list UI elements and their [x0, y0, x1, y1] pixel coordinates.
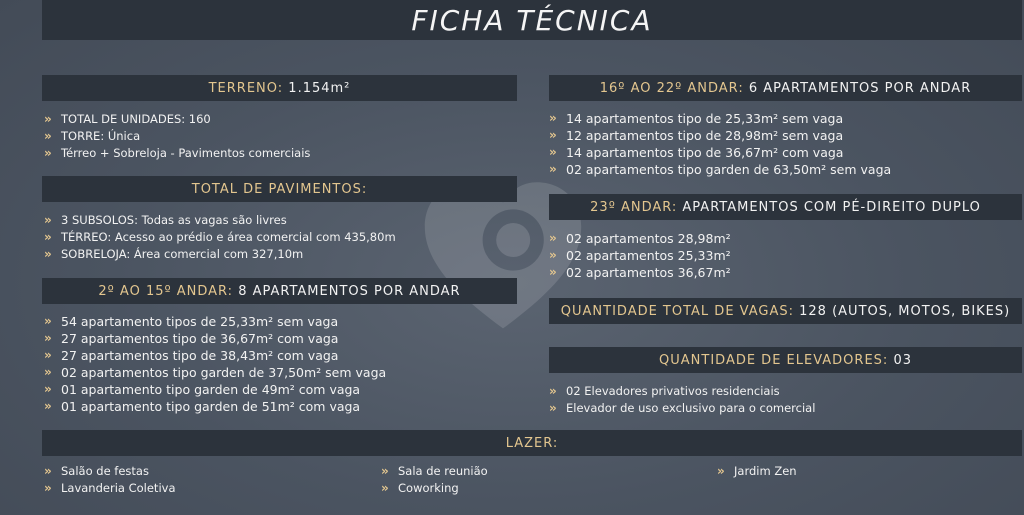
andar-16-22-label: 16º AO 22º ANDAR: — [599, 80, 744, 96]
lazer-col-3 — [717, 463, 797, 480]
list-item: » 02 apartamentos tipo garden de 37,50m² sem vaga — [44, 365, 387, 380]
chevron-double-right-icon: » — [717, 464, 725, 478]
elevadores-header — [549, 347, 1022, 373]
chevron-double-right-icon: » — [381, 481, 389, 495]
chevron-double-right-icon: » — [549, 248, 557, 262]
chevron-double-right-icon: » — [549, 265, 557, 279]
list-item: » 14 apartamentos tipo de 36,67m² com vaga — [549, 145, 844, 160]
chevron-double-right-icon: » — [549, 162, 557, 176]
chevron-double-right-icon: » — [381, 464, 389, 478]
pavimentos-list — [44, 212, 396, 263]
list-item: » Coworking — [381, 481, 459, 495]
chevron-double-right-icon: » — [44, 230, 52, 244]
list-item: » Elevador de uso exclusivo para o comercial — [549, 401, 816, 415]
chevron-double-right-icon: » — [44, 464, 52, 478]
list-item: » 54 apartamento tipos de 25,33m² sem vaga — [44, 314, 339, 329]
list-item: » 02 apartamentos 36,67m² — [549, 265, 731, 280]
pavimentos-header — [42, 176, 517, 202]
andar-23-list — [549, 230, 731, 281]
chevron-double-right-icon: » — [44, 314, 52, 328]
elevadores-label: QUANTIDADE DE ELEVADORES: — [659, 352, 889, 368]
list-item: » 12 apartamentos tipo de 28,98m² sem vaga — [549, 128, 844, 143]
list-item: » 02 apartamentos 25,33m² — [549, 248, 731, 263]
list-item: » Lavanderia Coletiva — [44, 481, 176, 495]
lazer-col-1 — [44, 463, 176, 497]
chevron-double-right-icon: » — [44, 247, 52, 261]
andar-23-header — [549, 194, 1022, 220]
andar-23-label: 23º ANDAR: — [590, 199, 678, 215]
list-item: » 27 apartamentos tipo de 36,67m² com vaga — [44, 331, 339, 346]
terreno-label: TERRENO: — [208, 80, 284, 96]
list-item: » SOBRELOJA: Área comercial com 327,10m — [44, 247, 304, 261]
chevron-double-right-icon: » — [549, 128, 557, 142]
terreno-value: 1.154m² — [288, 80, 351, 96]
andar-16-22-list — [549, 110, 891, 178]
list-item: » Térreo + Sobreloja - Pavimentos comerciais — [44, 146, 311, 160]
chevron-double-right-icon: » — [44, 146, 52, 160]
chevron-double-right-icon: » — [44, 481, 52, 495]
list-item: » 02 apartamentos tipo garden de 63,50m² sem vaga — [549, 162, 892, 177]
andar-23-value: APARTAMENTOS COM PÉ-DIREITO DUPLO — [682, 199, 981, 215]
terreno-list — [44, 111, 310, 162]
vagas-value: 128 (AUTOS, MOTOS, BIKES) — [799, 303, 1011, 319]
chevron-double-right-icon: » — [44, 348, 52, 362]
list-item: » 27 apartamentos tipo de 38,43m² com vaga — [44, 348, 339, 363]
andar-16-22-value: 6 APARTAMENTOS POR ANDAR — [748, 80, 972, 96]
list-item: » 02 apartamentos 28,98m² — [549, 231, 731, 246]
chevron-double-right-icon: » — [44, 365, 52, 379]
vagas-header — [549, 298, 1022, 324]
chevron-double-right-icon: » — [44, 112, 52, 126]
list-item: » 01 apartamento tipo garden de 49m² com vaga — [44, 382, 361, 397]
list-item: » 14 apartamentos tipo de 25,33m² sem vaga — [549, 111, 844, 126]
lazer-header — [42, 430, 1022, 456]
page-title: FICHA TÉCNICA — [411, 3, 653, 37]
elevadores-list — [549, 383, 815, 417]
elevadores-value: 03 — [893, 352, 912, 368]
list-item: » 3 SUBSOLOS: Todas as vagas são livres — [44, 213, 287, 227]
chevron-double-right-icon: » — [44, 382, 52, 396]
andar-16-22-header — [549, 75, 1022, 101]
list-item: » TORRE: Única — [44, 129, 141, 143]
list-item: » Salão de festas — [44, 464, 149, 478]
chevron-double-right-icon: » — [549, 111, 557, 125]
chevron-double-right-icon: » — [549, 145, 557, 159]
list-item: » TÉRREO: Acesso ao prédio e área comercial com 435,80m — [44, 230, 396, 244]
andar-2-15-list — [44, 313, 386, 415]
chevron-double-right-icon: » — [44, 213, 52, 227]
lazer-col-2 — [381, 463, 488, 497]
title-bar — [42, 0, 1022, 40]
pavimentos-label: TOTAL DE PAVIMENTOS: — [191, 181, 368, 197]
list-item: » 01 apartamento tipo garden de 51m² com vaga — [44, 399, 361, 414]
chevron-double-right-icon: » — [549, 231, 557, 245]
chevron-double-right-icon: » — [44, 399, 52, 413]
andar-2-15-label: 2º AO 15º ANDAR: — [98, 283, 234, 299]
lazer-label: LAZER: — [505, 435, 559, 451]
list-item: » Jardim Zen — [717, 464, 797, 478]
list-item: » Sala de reunião — [381, 464, 488, 478]
terreno-header — [42, 75, 517, 101]
list-item: » 02 Elevadores privativos residenciais — [549, 384, 780, 398]
chevron-double-right-icon: » — [44, 331, 52, 345]
vagas-label: QUANTIDADE TOTAL DE VAGAS: — [560, 303, 794, 319]
list-item: » TOTAL DE UNIDADES: 160 — [44, 112, 211, 126]
chevron-double-right-icon: » — [44, 129, 52, 143]
andar-2-15-header — [42, 278, 517, 304]
chevron-double-right-icon: » — [549, 401, 557, 415]
chevron-double-right-icon: » — [549, 384, 557, 398]
andar-2-15-value: 8 APARTAMENTOS POR ANDAR — [238, 283, 461, 299]
